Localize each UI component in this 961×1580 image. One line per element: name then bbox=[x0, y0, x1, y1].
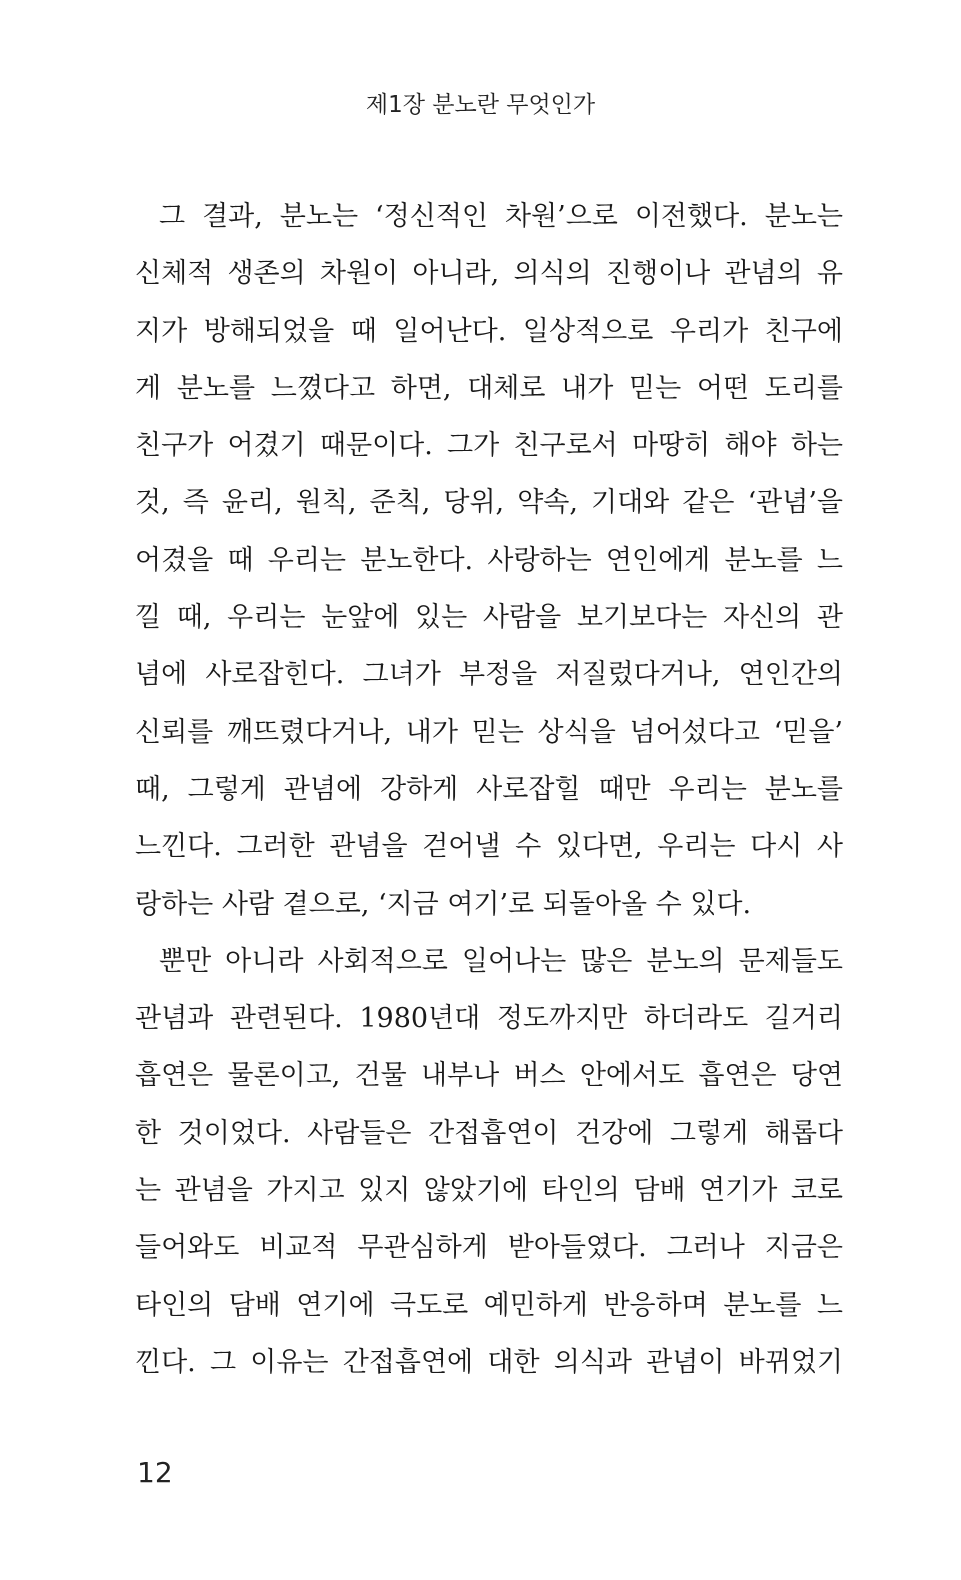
text-line: 는 관념을 가지고 있지 않았기에 타인의 담배 연기가 코로 bbox=[135, 1175, 843, 1207]
text-line: 신뢰를 깨뜨렸다거나, 내가 믿는 상식을 넘어섰다고 ‘믿을’ bbox=[135, 716, 843, 748]
text-line: 어겼을 때 우리는 분노한다. 사랑하는 연인에게 분노를 느 bbox=[135, 544, 843, 576]
text-line: 낀다. 그 이유는 간접흡연에 대한 의식과 관념이 바뀌었기 bbox=[135, 1346, 843, 1378]
text-line: 친구가 어겼기 때문이다. 그가 친구로서 마땅히 해야 하는 bbox=[135, 430, 843, 462]
paragraph-1 bbox=[135, 196, 843, 941]
text-line: 타인의 담배 연기에 극도로 예민하게 반응하며 분노를 느 bbox=[135, 1289, 843, 1321]
text-line: 때, 그렇게 관념에 강하게 사로잡힐 때만 우리는 분노를 bbox=[135, 773, 843, 805]
text-line: 한 것이었다. 사람들은 간접흡연이 건강에 그렇게 해롭다 bbox=[135, 1117, 843, 1149]
text-line: 신체적 생존의 차원이 아니라, 의식의 진행이나 관념의 유 bbox=[135, 258, 843, 290]
text-line: 랑하는 사람 곁으로, ‘지금 여기’로 되돌아올 수 있다. bbox=[135, 888, 752, 920]
text-line: 지가 방해되었을 때 일어난다. 일상적으로 우리가 친구에 bbox=[135, 315, 843, 347]
text-line: 들어와도 비교적 무관심하게 받아들였다. 그러나 지금은 bbox=[135, 1232, 843, 1264]
text-line: 게 분노를 느꼈다고 하면, 대체로 내가 믿는 어떤 도리를 bbox=[135, 372, 843, 404]
page-number: 12 bbox=[137, 1456, 173, 1489]
text-line: 흡연은 물론이고, 건물 내부나 버스 안에서도 흡연은 당연 bbox=[135, 1060, 843, 1092]
text-line: 낄 때, 우리는 눈앞에 있는 사람을 보기보다는 자신의 관 bbox=[135, 602, 843, 634]
text-line: 느낀다. 그러한 관념을 걷어낼 수 있다면, 우리는 다시 사 bbox=[135, 831, 843, 863]
text-line: 뿐만 아니라 사회적으로 일어나는 많은 분노의 문제들도 bbox=[159, 945, 843, 977]
body-text bbox=[135, 196, 843, 1399]
chapter-running-header: 제1장 분노란 무엇인가 bbox=[365, 92, 596, 118]
text-line: 관념과 관련된다. 1980년대 정도까지만 하더라도 길거리 bbox=[135, 1003, 843, 1035]
text-line: 념에 사로잡힌다. 그녀가 부정을 저질렀다거나, 연인간의 bbox=[135, 659, 843, 691]
paragraph-2 bbox=[135, 941, 843, 1399]
text-line: 것, 즉 윤리, 원칙, 준칙, 당위, 약속, 기대와 같은 ‘관념’을 bbox=[135, 487, 843, 519]
text-line: 그 결과, 분노는 ‘정신적인 차원’으로 이전했다. 분노는 bbox=[159, 201, 843, 232]
